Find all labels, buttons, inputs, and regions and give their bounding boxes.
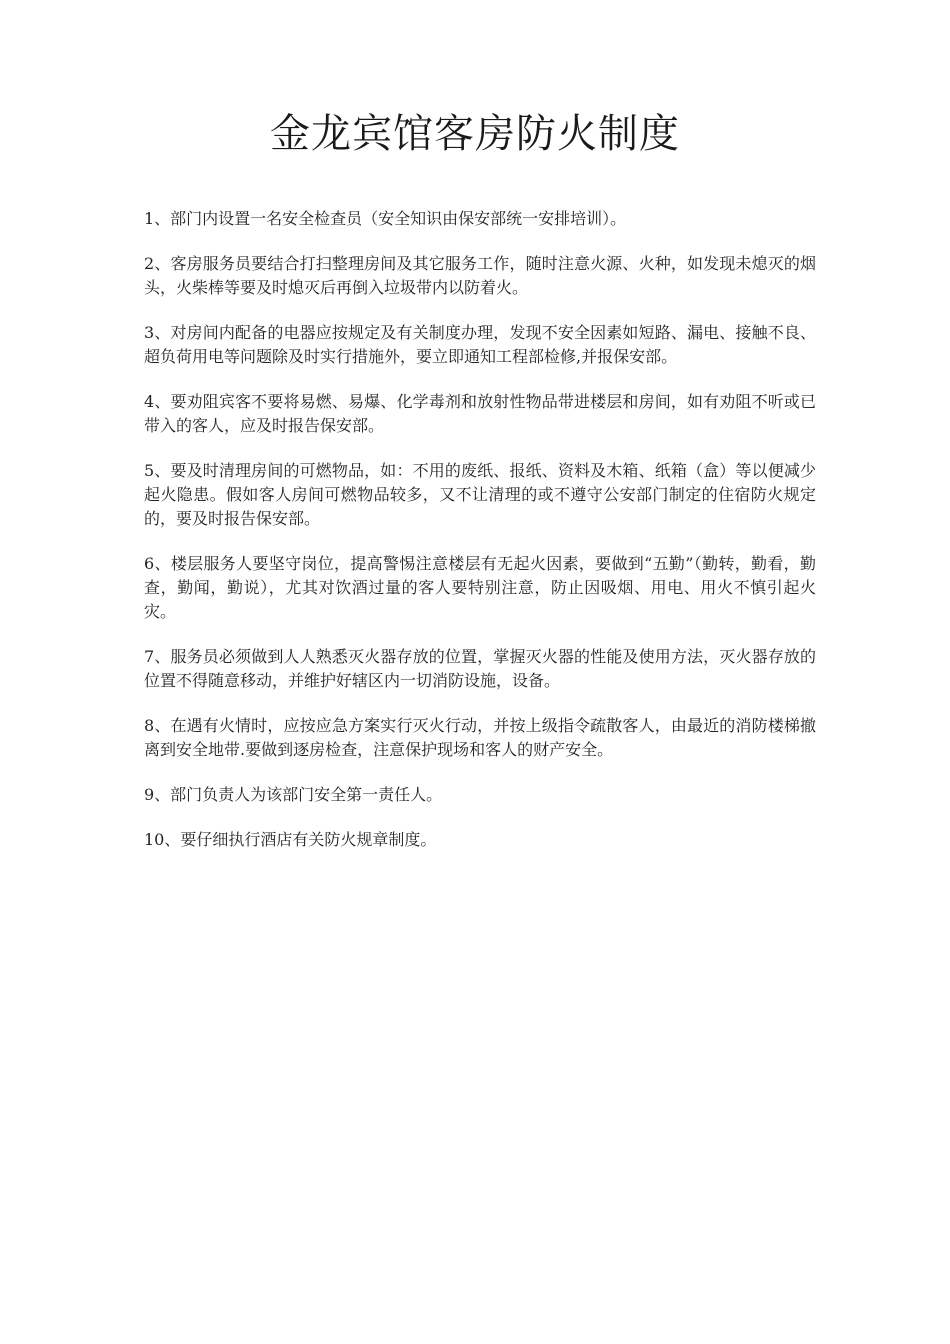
rule-item-9: 9、部门负责人为该部门安全第一责任人。 xyxy=(144,785,443,804)
rule-item-7: 7、服务员必须做到人人熟悉灭火器存放的位置，掌握灭火器的性能及使用方法，灭火器存放的位置不得随意移动，并维护好辖区内一切消防设施，设备。 xyxy=(144,647,816,690)
rule-item-1: 1、部门内设置一名安全检查员（安全知识由保安部统一安排培训）。 xyxy=(144,209,627,228)
rule-item-5: 5、要及时清理房间的可燃物品，如：不用的废纸、报纸、资料及木箱、纸箱（盒）等以便减少起火隐患。假如客人房间可燃物品较多，又不让清理的或不遵守公安部门制定的住宿防火规定的，要及时报告保安部。 xyxy=(144,461,816,528)
rule-item-10: 10、要仔细执行酒店有关防火规章制度。 xyxy=(144,830,437,849)
rule-item-8: 8、在遇有火情时，应按应急方案实行灭火行动，并按上级指令疏散客人，由最近的消防楼梯撤离到安全地带.要做到逐房检查，注意保护现场和客人的财产安全。 xyxy=(144,716,816,759)
document-title: 金龙宾馆客房防火制度 xyxy=(270,111,680,157)
rule-item-2: 2、客房服务员要结合打扫整理房间及其它服务工作，随时注意火源、火种，如发现未熄灭的烟头，火柴棒等要及时熄灭后再倒入垃圾带内以防着火。 xyxy=(144,254,816,297)
rule-item-4: 4、要劝阻宾客不要将易燃、易爆、化学毒剂和放射性物品带进楼层和房间，如有劝阻不听或已带入的客人，应及时报告保安部。 xyxy=(144,392,816,435)
rule-item-6: 6、楼层服务人要坚守岗位，提高警惕注意楼层有无起火因素，要做到“五勤”（勤转，勤看，勤查，勤闻，勤说），尤其对饮酒过量的客人要特别注意，防止因吸烟、用电、用火不慎引起火灾。 xyxy=(144,554,816,621)
rules-list xyxy=(144,207,816,873)
rule-item-3: 3、对房间内配备的电器应按规定及有关制度办理，发现不安全因素如短路、漏电、接触不良、超负荷用电等问题除及时实行措施外，要立即通知工程部检修,并报保安部。 xyxy=(144,323,816,366)
